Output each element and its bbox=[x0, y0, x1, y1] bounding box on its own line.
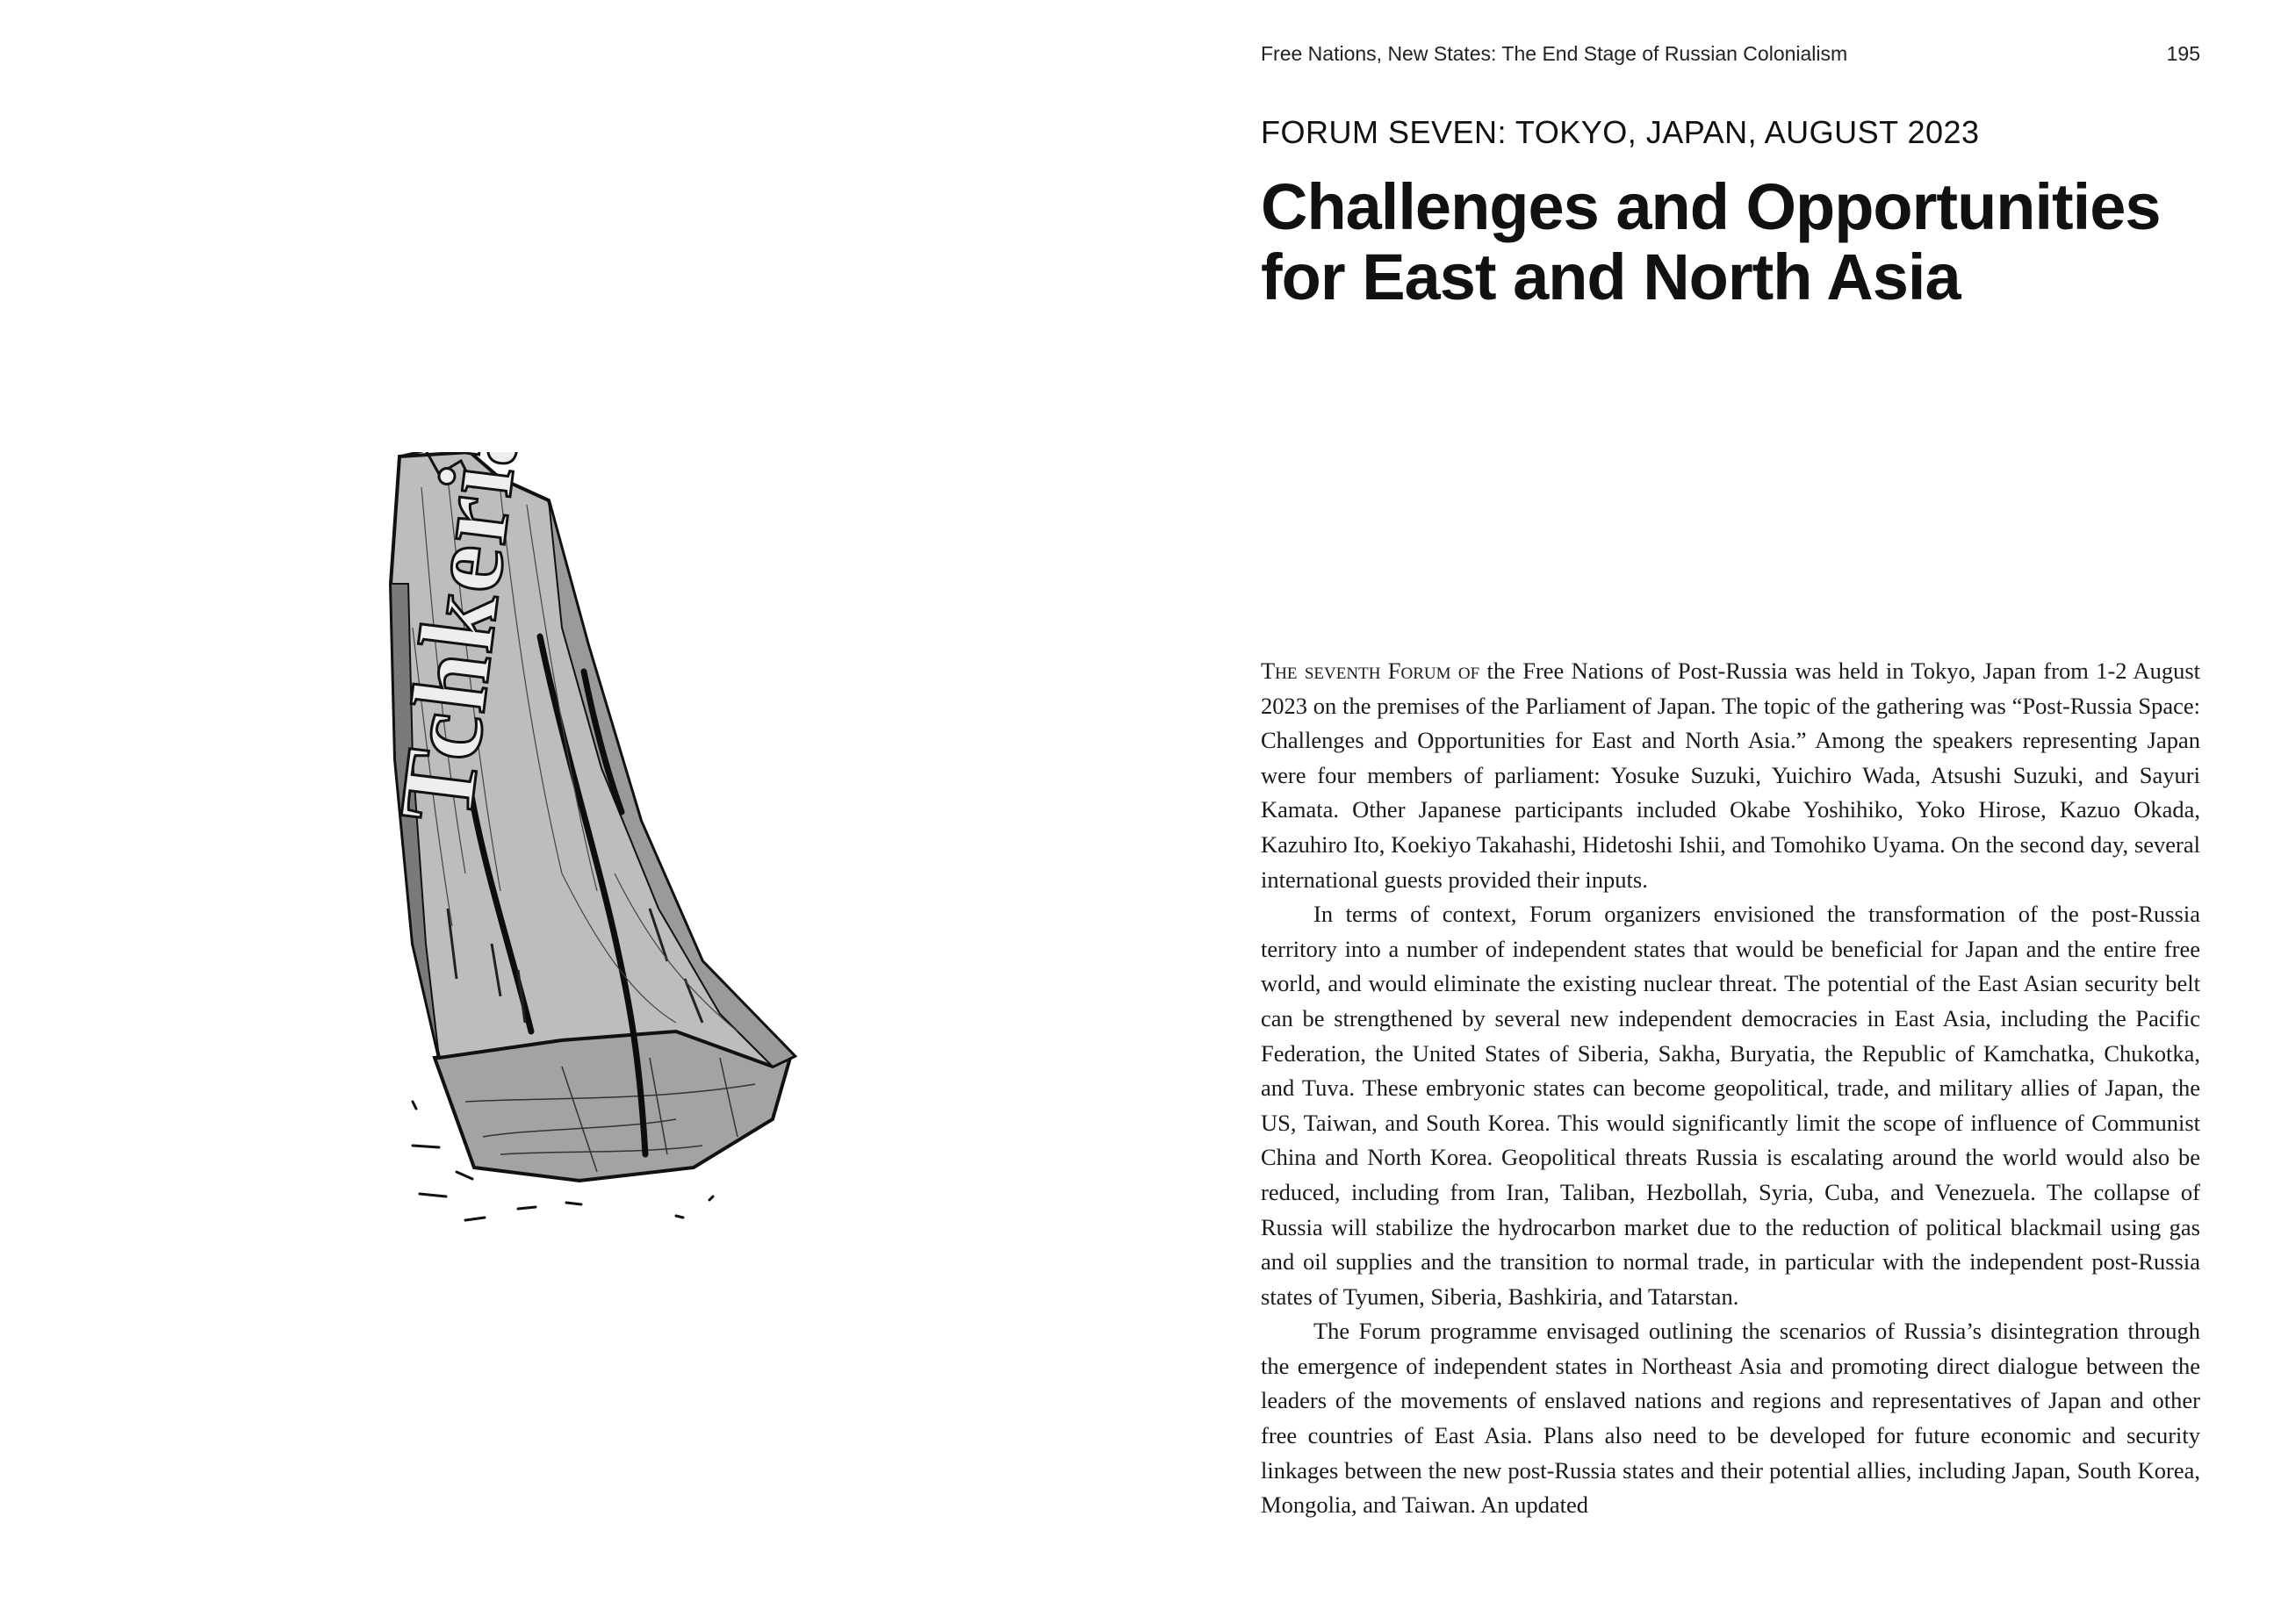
pillar-illustration bbox=[386, 452, 878, 1242]
page-number: 195 bbox=[2166, 42, 2200, 65]
chapter-title-line-2: for East and North Asia bbox=[1261, 241, 1961, 313]
broken-stone-pillar-icon bbox=[386, 452, 878, 1242]
chapter-title-line-1: Challenges and Opportunities bbox=[1261, 170, 2161, 243]
body-paragraph-2: In terms of context, Forum organizers envisioned the transformation of the post-Russia territory into a number of independent states that would be beneficial for Japan and the entire free world, and would eliminate the existing nuclear threat. The potential of the East Asian security belt can be strengthened by several new independent democracies in East Asia, including the Pacific Federation, the United States of Siberia, Sakha, Buryatia, the Republic of Kamchatka, Chukotka, and Tuva. These embryonic states can become geopolitical, trade, and military allies of Japan, the US, Taiwan, and South Korea. This would significantly limit the scope of influence of Communist China and North Korea. Geopolitical threats Russia is escalating around the world would also be reduced, including from Iran, Taliban, Hezbollah, Syria, Cuba, and Venezuela. The collapse of Russia will stabilize the hydrocarbon market due to the reduction of political blackmail using gas and oil supplies and the transition to normal trade, in particular with the independent post-Russia states of Tyumen, Siberia, Bashkiria, and Tatarstan. bbox=[1261, 901, 2200, 1310]
chapter-kicker: FORUM SEVEN: TOKYO, JAPAN, AUGUST 2023 bbox=[1261, 114, 1980, 150]
running-head-title: Free Nations, New States: The End Stage of Russian Colonialism bbox=[1261, 42, 1848, 65]
paragraph-lead-in: The seventh Forum of bbox=[1261, 658, 1480, 684]
body-paragraph-1 bbox=[1261, 654, 2200, 897]
body-paragraph-3: The Forum programme envisaged outlining the scenarios of Russia’s disintegration through the emergence of independent states in Northeast Asia and promoting direct dialogue between the leaders of the movements of enslaved nations and regions and representatives of Japan and other free countries of East Asia. Plans also need to be developed for future economic and security linkages between the new post-Russia states and their potential allies, including Japan, South Korea, Mongolia, and Taiwan. An updated bbox=[1261, 1318, 2200, 1519]
running-head bbox=[1261, 42, 2200, 72]
chapter-title bbox=[1261, 172, 2227, 313]
carved-pillar-text: Tchkeria bbox=[386, 452, 543, 829]
body-text bbox=[1261, 654, 2200, 1523]
paragraph-1-text: the Free Nations of Post-Russia was held in Tokyo, Japan from 1-2 August 2023 on the premises of the Parliament of Japan. The topic of the gathering was “Post-Russia Space: Challenges and Opportunities for East and North Asia.” Among the speakers representing Japan were four members of parliament: Yosuke Suzuki, Yuichiro Wada, Atsushi Suzuki, and Sayuri Kamata. Other Japanese participants included Okabe Yoshihiko, Yoko Hirose, Kazuo Okada, Kazuhiro Ito, Koekiyo Takahashi, Hidetoshi Ishii, and Tomohiko Uyama. On the second day, several international guests provided their inputs. bbox=[1261, 658, 2200, 893]
